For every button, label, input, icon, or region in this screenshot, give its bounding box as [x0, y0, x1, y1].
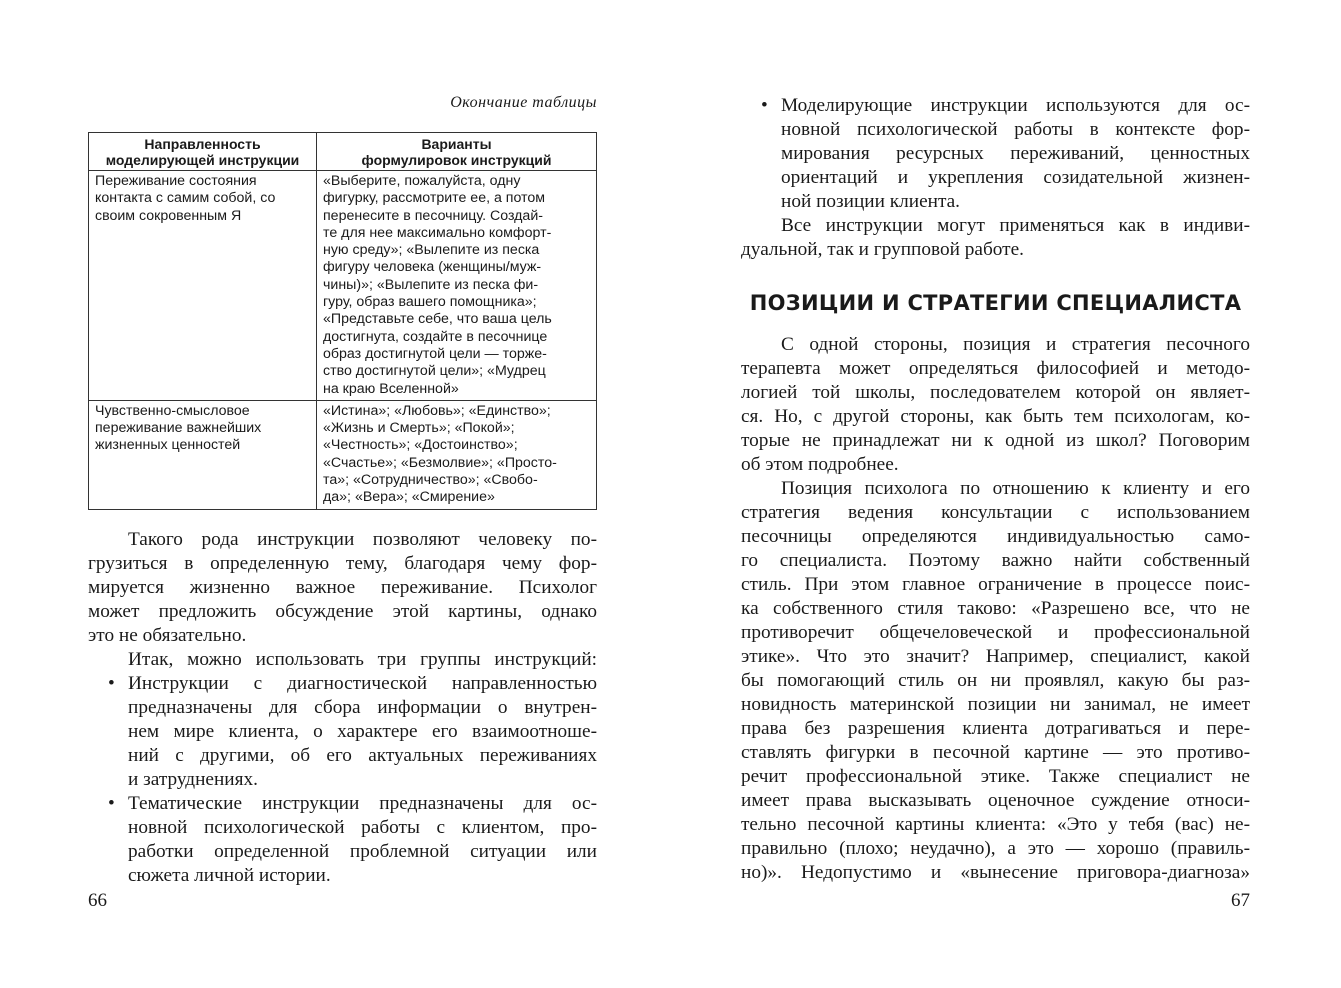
cell-line: жизненных ценностей: [95, 437, 241, 454]
bullet-line: Моделирующие инструкции используются для ос-: [781, 95, 1250, 116]
bullet-line: и затруднениях.: [128, 769, 258, 790]
bullet-item: [741, 94, 1250, 118]
cell-line: «Счастье»; «Безмолвие»; «Просто-: [323, 454, 557, 471]
bullet-line: Инструкции с диагностической направленностью: [128, 673, 597, 694]
page-number: 67: [1231, 890, 1250, 911]
paragraph-line: это не обязательно.: [88, 625, 247, 646]
cell-variants: [317, 400, 597, 509]
paragraph-line: мируется жизненно важное переживание. Психолог: [88, 577, 597, 598]
cell-line: перенесите в песочницу. Создай-: [323, 207, 543, 224]
cell-line: переживание важнейших: [95, 420, 262, 437]
paragraph-line: логией той школы, последователем которой он являет-: [741, 382, 1250, 403]
cell-direction: [89, 400, 317, 509]
paragraph-line: новидность материнской позиции ни занимал, не имеет: [741, 694, 1250, 715]
cell-line: достигнута, создайте в песочнице: [323, 328, 548, 345]
table-row: [89, 171, 597, 401]
header-line: моделирующей инструкции: [105, 152, 300, 168]
cell-line: своим сокровенным Я: [95, 207, 242, 224]
paragraph-line: этике». Что это значит? Например, специалист, какой: [741, 646, 1250, 667]
paragraph-line: но)». Недопустимо и «вынесение приговора-диагноза»: [741, 862, 1250, 883]
section-heading: ПОЗИЦИИ И СТРАТЕГИИ СПЕЦИАЛИСТА: [749, 291, 1242, 315]
cell-variants: [317, 171, 597, 401]
cell-line: «Представьте себе, что ваша цель: [323, 311, 552, 328]
paragraph-line: Итак, можно использовать три группы инструкций:: [128, 649, 597, 670]
paragraph-line: терапевта может определяться философией и методо-: [741, 358, 1250, 379]
paragraph-line: противоречит общечеловеческой и профессиональной: [741, 622, 1250, 643]
bullet-line: сюжета личной истории.: [128, 865, 331, 886]
bullet-line: нем мире клиента, о характере его взаимоотноше-: [128, 721, 597, 742]
paragraph-line: может предложить обсуждение этой картины, однако: [88, 601, 597, 622]
cell-line: фигурку, рассмотрите ее, а потом: [323, 190, 546, 207]
bullet-item: [88, 792, 597, 816]
cell-line: «Истина»; «Любовь»; «Единство»;: [323, 402, 551, 419]
cell-line: те для нее максимально комфорт-: [323, 224, 552, 241]
bullet-line: ной позиции клиента.: [781, 191, 960, 212]
cell-line: да»; «Вера»; «Смирение»: [323, 489, 495, 506]
bullet-line: ориентаций и укрепления созидательной жизнен-: [781, 167, 1250, 188]
page-number: 66: [88, 890, 107, 911]
paragraph-line: права без разрешения клиента дотрагиваться и пере-: [741, 718, 1250, 739]
paragraph-line: С одной стороны, позиция и стратегия песочного: [781, 334, 1250, 355]
cell-line: та»; «Сотрудничество»; «Свобо-: [323, 472, 538, 489]
bullet-mark: •: [108, 793, 115, 814]
table-header-row: [89, 133, 597, 171]
paragraph-line: дуальной, так и групповой работе.: [741, 239, 1024, 260]
bullet-line: работки определенной проблемной ситуации или: [128, 841, 597, 862]
cell-line: на краю Вселенной»: [323, 380, 459, 397]
paragraph-line: бы помогающий стиль он ни проявлял, какую бы раз-: [741, 670, 1250, 691]
paragraph-line: имеет права высказывать оценочное суждение относи-: [741, 790, 1250, 811]
bullet-line: ний с другими, об его актуальных переживаниях: [128, 745, 597, 766]
header-variants: [317, 133, 597, 171]
right-page: [741, 0, 1250, 988]
cell-direction: [89, 171, 317, 401]
cell-line: Чувственно-смысловое: [95, 402, 250, 419]
bullet-mark: •: [761, 95, 768, 116]
bullet-item: [88, 672, 597, 696]
cell-line: фигуру человека (женщины/муж-: [323, 259, 542, 276]
paragraph-line: об этом подробнее.: [741, 454, 899, 475]
paragraph-line: Все инструкции могут применяться как в индиви-: [781, 215, 1250, 236]
paragraph-line: Позиция психолога по отношению к клиенту и его: [781, 478, 1250, 499]
cell-line: ство достигнутой цели»; «Мудрец: [323, 363, 546, 380]
table-caption: Окончание таблицы: [450, 94, 597, 111]
paragraph-line: го специалиста. Поэтому важно найти собственный: [741, 550, 1250, 571]
left-body-text: [88, 528, 597, 888]
paragraph-line: Такого рода инструкции позволяют человеку по-: [128, 529, 597, 550]
cell-line: «Честность»; «Достоинство»;: [323, 437, 518, 454]
paragraph-line: ка собственного стиля таково: «Разрешено все, что не: [741, 598, 1250, 619]
paragraph-line: песочницы определяются индивидуальностью само-: [741, 526, 1250, 547]
cell-line: «Выберите, пожалуйста, одну: [323, 173, 521, 189]
left-page: [88, 0, 597, 988]
paragraph-line: торые не принадлежат ни к одной из школ? Поговорим: [741, 430, 1250, 451]
paragraph-line: стиль. При этом главное ограничение в процессе поис-: [741, 574, 1250, 595]
paragraph-line: тельно песочной картины клиента: «Это у тебя (вас) не-: [741, 814, 1250, 835]
cell-line: Переживание состояния: [95, 173, 257, 189]
header-line: формулировок инструкций: [361, 152, 552, 168]
paragraph-line: речит профессиональной этике. Также специалист не: [741, 766, 1250, 787]
paragraph-line: грузиться в определенную тему, благодаря чему фор-: [88, 553, 597, 574]
header-line: Варианты: [421, 136, 492, 152]
right-body-main: [741, 333, 1250, 885]
header-direction: [89, 133, 317, 171]
bullet-line: предназначены для сбора информации о внутрен-: [128, 697, 597, 718]
bullet-line: Тематические инструкции предназначены для ос-: [128, 793, 597, 814]
cell-line: образ достигнутой цели — торже-: [323, 345, 547, 362]
paragraph-line: стратегия ведения консультации с использованием: [741, 502, 1250, 523]
cell-line: «Жизнь и Смерть»; «Покой»;: [323, 420, 515, 437]
paragraph-line: ся. Но, с другой стороны, как быть тем психологам, ко-: [741, 406, 1250, 427]
paragraph-line: правильно (плохо; неудачно), а это — хорошо (правиль-: [741, 838, 1250, 859]
paragraph-line: ставлять фигурки в песочной картине — это противо-: [741, 742, 1250, 763]
table-row: [89, 400, 597, 509]
bullet-line: новной психологической работы в контексте фор-: [781, 119, 1250, 140]
cell-line: ную среду»; «Вылепите из песка: [323, 242, 540, 259]
right-body-top: [741, 94, 1250, 262]
bullet-line: мирования ресурсных переживаний, ценностных: [781, 143, 1250, 164]
instructions-table: [88, 132, 597, 510]
cell-line: чины)»; «Вылепите из песка фи-: [323, 276, 539, 293]
cell-line: контакта с самим собой, со: [95, 190, 276, 207]
bullet-line: новной психологической работы с клиентом, про-: [128, 817, 597, 838]
cell-line: гуру, образ вашего помощника»;: [323, 294, 537, 311]
bullet-mark: •: [108, 673, 115, 694]
header-line: Направленность: [144, 136, 261, 152]
